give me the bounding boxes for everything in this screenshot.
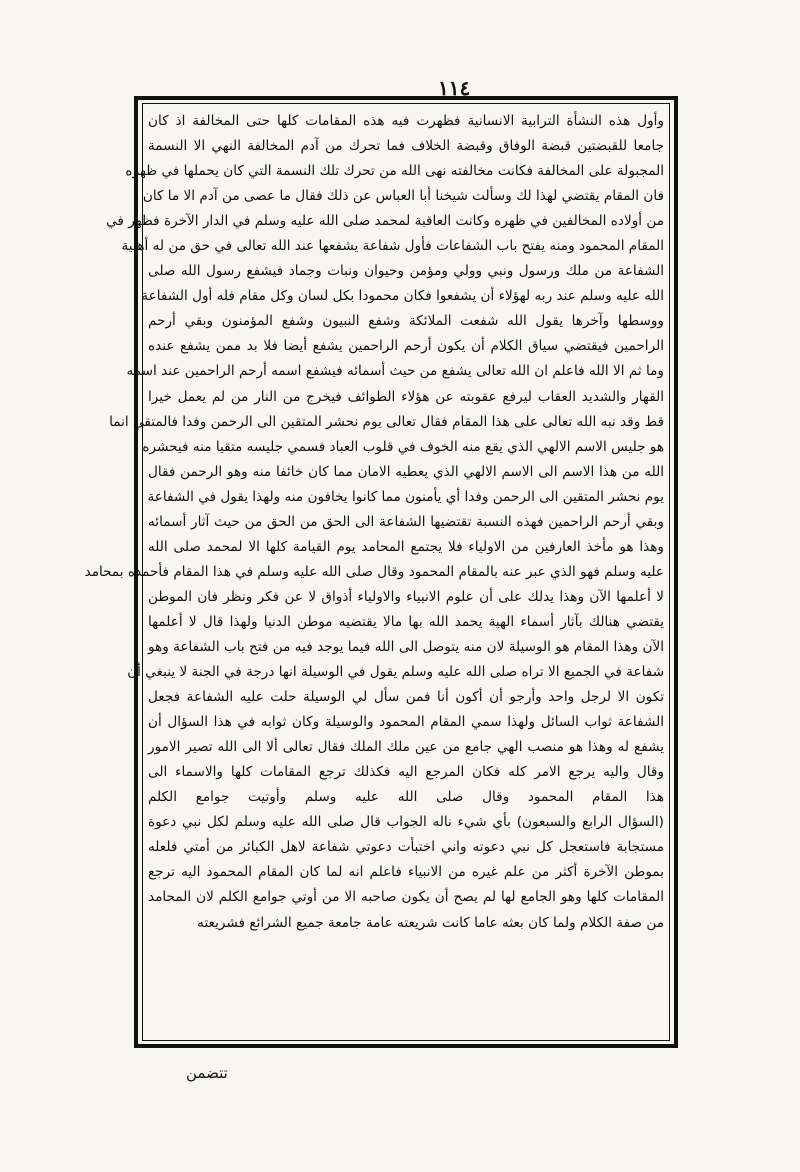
text-line: وقال واليه يرجع الامر كله فكان المرجع اليه فكذلك ترجع المقامات كلها والاسماء الى: [148, 764, 664, 781]
text-line: الراحمين فيقتضي سياق الكلام أن يكون أرحم الراحمين يشفع أيضا فلا بد ممن يشفع عنده: [148, 338, 664, 355]
text-line: الله عليه وسلم عند ربه لهؤلاء أن يشفعوا فكان محمودا بكل لسان وكل مقام فله أول الشفاعة: [141, 288, 664, 305]
text-line: جامعا للقبضتين قبضة الوفاق وقبضة الخلاف فما تحرك من آدم المخالفة النهي الا النسمة: [148, 138, 664, 155]
text-line: تكون الا لرجل واحد وأرجو أن أكون أنا فمن سأل لي الوسيلة حلت عليه الشفاعة فجعل: [148, 689, 664, 706]
catchword: تتضمن: [186, 1064, 228, 1082]
text-line: الآن وهذا المقام هو الوسيلة لان منه يتوصل الى الله فيما يوجد فيه من فتح باب الشفاعة وهو: [148, 638, 664, 655]
text-line: هو جليس الاسم الالهي الذي يقع منه الخوف في قلوب العباد فسمي جليسه متقيا منه فيحشره: [142, 438, 664, 455]
page-number: ١١٤: [438, 76, 471, 100]
text-line: وأول هذه النشأة الترابية الانسانية فظهرت فيه هذه المقامات كلها حتى المخالفة اذ كان: [148, 113, 664, 129]
text-line: يوم نحشر المتقين الى الرحمن وفدا أي يأمنون مما كانوا يخافون منه ولهذا يقول في الشفاعة: [147, 488, 664, 505]
text-line: وبقي أرحم الراحمين فهذه النسبة تقتضيها الشفاعة الى الحق من الحق من حيث آثار أسمائه: [148, 513, 664, 530]
text-line: يشفع له وهذا هو منصب الهي جامع من عين ملك الملك فقال تعالى ألا الى الله تصير الامور: [148, 739, 664, 756]
text-line: المقام المحمود ومنه يفتح باب الشفاعات فأول شفاعة يشفعها عند الله تعالى في حق من له أهلية: [121, 238, 664, 255]
text-line: مستجابة فاستعجل كل نبي دعوته واني اختبأت دعوتي شفاعة لاهل الكبائر من أمتي فلعله: [148, 839, 664, 856]
text-line: وما ثم الا الله فاعلم ان الله تعالى يشفع من حيث أسمائه فيشفع اسمه أرحم الراحمين عند اسمه: [126, 363, 664, 380]
text-line: من أولاده المخالفين في ظهره وكانت العاقبة لمحمد صلى الله عليه وسلم في الدار الآخرة فظهر في: [106, 213, 664, 230]
text-line: بموطن الآخرة أكثر من علم غيره من الانبياء فاعلم انه لما كان المقام المحمود اليه ترجع: [148, 864, 664, 881]
text-line: يقتضي هنالك بآثار أسماء الهية يحمد الله بها مالا يقتضيه موطن الدنيا ولهذا قال لا أعلمها: [148, 613, 664, 630]
text-line: الشفاعة من ملك ورسول ونبي وولي ومؤمن وحيوان ونبات وجماد فيشفع رسول الله صلى: [148, 263, 664, 280]
text-line: من صفة الكلام ولما كان بعثه عاما كانت شريعته عامة جامعة جميع الشرائع فشريعته: [197, 914, 664, 931]
main-text-block: [84, 109, 664, 1035]
text-line: قط وقد نبه الله تعالى على هذا المقام فقال تعالى يوم نحشر المتقين الى الرحمن وفدا فالمتقي انما: [109, 413, 664, 430]
text-line: لا أعلمها الآن وهذا يدلك على أن علوم الانبياء والاولياء أذواق لا عن فكر ونظر فان الموطن: [148, 588, 664, 605]
text-line: المقامات كلها وهو الجامع لها لم يصح أن يكون صاحبه الا من أوتي جوامع الكلم لان المحامد: [148, 889, 664, 906]
text-line: وهذا هو مأخذ العارفين من الاولياء فلا يجتمع المحامد يوم القيامة كلها الا لمحمد صلى الله: [148, 538, 664, 555]
text-line: هذا المقام المحمود وقال صلى الله عليه وسلم وأوتيت جوامع الكلم: [148, 789, 664, 806]
text-line: شفاعة في الجميع الا تراه صلى الله عليه وسلم يقول في الوسيلة انها درجة في الجنة لا ينبغي أن: [127, 664, 664, 681]
text-line: ووسطها وآخرها يقول الله شفعت الملائكة وشفع النبيون وشفع المؤمنون وبقي أرحم: [148, 313, 664, 330]
text-line: (السؤال الرابع والسبعون) بأي شيء ناله الجواب قال صلى الله عليه وسلم لكل نبي دعوة: [148, 814, 664, 831]
text-line: الشفاعة ثواب السائل ولهذا سمي المقام المحمود والوسيلة وكان ثوابه في هذا السؤال أن: [148, 714, 664, 731]
text-line: الله من هذا الاسم الى الاسم الالهي الذي يعطيه الامان مما كان خائفا منه وهو الرحمن فقال: [148, 463, 664, 480]
text-line: المجبولة على المخالفة فكانت مخالفته نهى الله من تحرك تلك النسمة التي كان يحملها في ظهره: [125, 163, 664, 180]
text-line: عليه وسلم فهو الذي عبر عنه بالمقام المحمود وقال صلى الله عليه وسلم في هذا المقام فأحمده بمحامد: [84, 563, 664, 580]
text-line: فان المقام يقتضي لهذا لك وسألت شيخنا أبا العباس عن ذلك فقال ما عصى من آدم الا ما كان: [142, 188, 664, 205]
text-line: القهار والشديد العقاب ليرفع عقوبته عن هؤلاء الطوائف فيخرج من النار من لم يعمل خيرا: [148, 388, 664, 405]
